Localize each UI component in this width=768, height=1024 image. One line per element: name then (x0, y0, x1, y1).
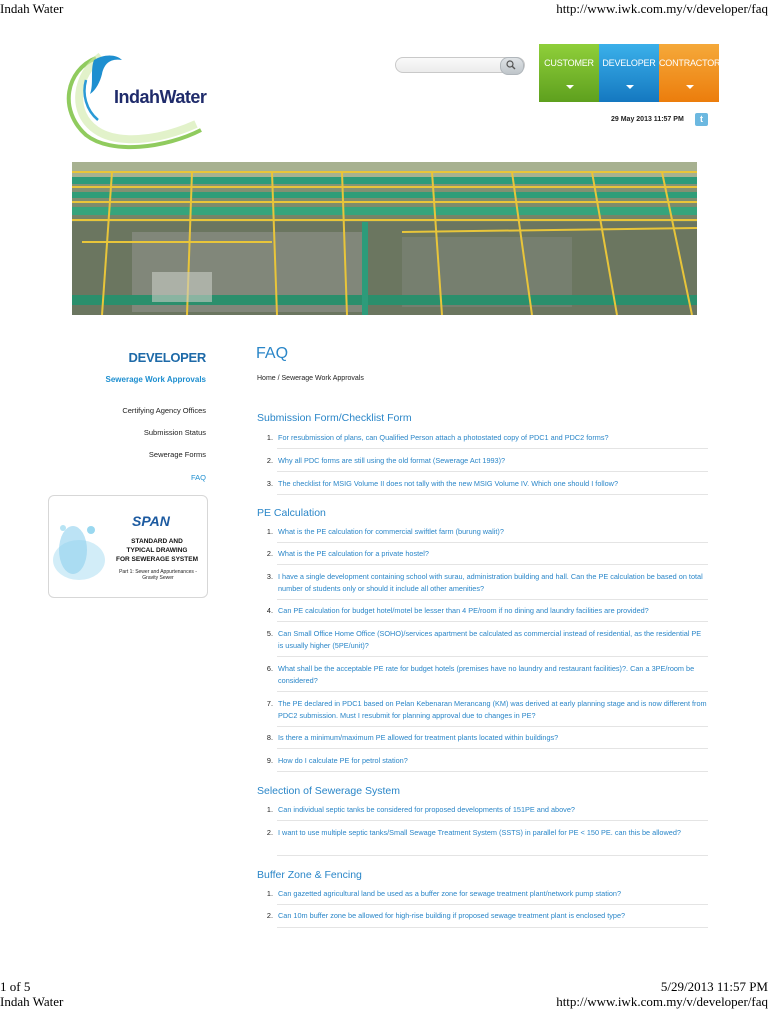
question-text[interactable]: I have a single development containing school with surau, administration building and hall. Can the PE calculation be based on total number of students only or should it include all other amenities? (278, 572, 703, 593)
question-number: 4. (266, 606, 273, 615)
chevron-down-icon (566, 85, 574, 89)
faq-question[interactable] (263, 827, 707, 839)
twitter-icon[interactable]: t (695, 113, 708, 126)
divider (277, 904, 708, 905)
treatment-plant-photo (72, 162, 697, 315)
divider (277, 542, 708, 543)
water-splash-icon (51, 510, 111, 590)
question-number: 2. (266, 456, 273, 465)
nav-tab-developer-label: DEVELOPER (602, 58, 656, 68)
question-text[interactable]: What shall be the acceptable PE rate for budget hotels (premises have no laundry and restaurant facilities)?. Can a 3PE/room be considered? (278, 664, 695, 685)
span-brand: SPAN (132, 513, 170, 529)
sidebar-item-submission-status[interactable]: Submission Status (143, 428, 206, 437)
divider (277, 471, 708, 472)
question-text[interactable]: Why all PDC forms are still using the old format (Sewerage Act 1993)? (278, 456, 506, 465)
faq-question[interactable] (263, 432, 707, 444)
divider (277, 726, 708, 727)
sidebar-subtitle[interactable]: Sewerage Work Approvals (105, 375, 206, 384)
faq-question[interactable] (263, 888, 707, 900)
span-line3: FOR SEWERAGE SYSTEM (116, 556, 198, 563)
question-text[interactable]: Can 10m buffer zone be allowed for high-rise building if proposed sewage treatment plant is enclosed type? (278, 911, 626, 920)
faq-question[interactable] (263, 628, 707, 652)
question-number: 9. (266, 756, 273, 765)
divider (277, 771, 708, 772)
chevron-down-icon (686, 85, 694, 89)
question-number: 2. (266, 828, 273, 837)
question-text[interactable]: Is there a minimum/maximum PE allowed for treatment plants located within buildings? (278, 733, 559, 742)
question-number: 7. (266, 699, 273, 708)
print-footer-url[interactable]: http://www.iwk.com.my/v/developer/faq (556, 994, 768, 1009)
print-header-url[interactable]: http://www.iwk.com.my/v/developer/faq (556, 1, 768, 16)
indah-water-logo[interactable] (56, 50, 216, 150)
faq-question[interactable] (263, 663, 707, 687)
sidebar-title: DEVELOPER (128, 350, 206, 365)
section-heading: Selection of Sewerage System (257, 785, 400, 797)
faq-question[interactable] (263, 698, 707, 722)
question-text[interactable]: For resubmission of plans, can Qualified Person attach a photostated copy of PDC1 and PDC2 forms? (278, 433, 609, 442)
question-text[interactable]: Can Small Office Home Office (SOHO)/services apartment be calculated as commercial instead of residential, as the residential PE is usually higher (5PE/unit)? (278, 629, 702, 650)
span-line2: TYPICAL DRAWING (126, 547, 188, 554)
question-number: 1. (266, 889, 273, 898)
search-input[interactable] (395, 57, 525, 73)
question-number: 2. (266, 911, 273, 920)
faq-question[interactable] (263, 732, 707, 744)
faq-question[interactable] (263, 571, 707, 595)
divider (277, 621, 708, 622)
divider (277, 855, 708, 856)
question-text[interactable]: Can gazetted agricultural land be used as a buffer zone for sewage treatment plant/network pump station? (278, 889, 622, 898)
current-date: 29 May 2013 11:57 PM (611, 116, 684, 123)
faq-question[interactable] (263, 605, 707, 617)
sidebar-item-sewerage-forms[interactable]: Sewerage Forms (148, 450, 206, 459)
faq-question[interactable] (263, 910, 707, 922)
divider (277, 748, 708, 749)
question-number: 1. (266, 433, 273, 442)
question-text[interactable]: The checklist for MSIG Volume II does not tally with the new MSIG Volume IV. Which one should I follow? (278, 479, 619, 488)
question-number: 5. (266, 629, 273, 638)
section-heading: Submission Form/Checklist Form (257, 412, 412, 424)
question-number: 2. (266, 549, 273, 558)
divider (277, 927, 708, 928)
chevron-down-icon (626, 85, 634, 89)
question-number: 8. (266, 733, 273, 742)
print-footer-title: Indah Water (0, 994, 64, 1009)
question-number: 1. (266, 527, 273, 536)
span-promo-banner[interactable] (48, 495, 208, 598)
divider (277, 448, 708, 449)
section-heading: Buffer Zone & Fencing (257, 869, 362, 881)
divider (277, 656, 708, 657)
question-number: 3. (266, 572, 273, 581)
nav-tab-developer[interactable] (599, 44, 659, 102)
banner-image (72, 162, 697, 315)
page-title: FAQ (256, 345, 289, 362)
divider (277, 820, 708, 821)
nav-tab-contractor-label: CONTRACTOR (659, 58, 721, 68)
question-number: 6. (266, 664, 273, 673)
span-line1: STANDARD AND (131, 538, 183, 545)
print-footer-datetime: 5/29/2013 11:57 PM (660, 979, 768, 994)
faq-question[interactable] (263, 755, 707, 767)
search-icon (506, 60, 516, 70)
question-text[interactable]: What is the PE calculation for a private hostel? (278, 549, 429, 558)
question-text[interactable]: Can individual septic tanks be considered for proposed developments of 151PE and above? (278, 805, 575, 814)
question-text[interactable]: The PE declared in PDC1 based on Pelan Kebenaran Merancang (KM) was derived at early planning stage and is now different from PDC2 submission. Must I resubmit for planning approval due to changes in PE? (278, 699, 707, 720)
faq-question[interactable] (263, 804, 707, 816)
span-small-text (113, 569, 203, 581)
print-footer (0, 979, 768, 1023)
print-header (0, 0, 768, 16)
question-text[interactable]: What is the PE calculation for commercial swiftlet farm (burung walit)? (278, 527, 504, 536)
faq-question[interactable] (263, 548, 707, 560)
logo-text: IndahWater (114, 87, 207, 107)
sidebar-item-certifying-agency-offices[interactable]: Certifying Agency Offices (122, 406, 206, 415)
span-small2: Gravity Sewer (142, 575, 174, 581)
section-heading: PE Calculation (257, 507, 326, 519)
question-text[interactable]: How do I calculate PE for petrol station? (278, 756, 408, 765)
divider (277, 564, 708, 565)
divider (277, 691, 708, 692)
print-header-title: Indah Water (0, 1, 64, 16)
print-footer-page: 1 of 5 (0, 979, 31, 994)
breadcrumb[interactable]: Home / Sewerage Work Approvals (257, 375, 364, 382)
sidebar-item-faq[interactable]: FAQ (190, 473, 206, 482)
span-small1: Part 1: Sewer and Appurtenances - (119, 569, 197, 575)
divider (277, 599, 708, 600)
question-number: 1. (266, 805, 273, 814)
faq-question[interactable] (263, 526, 707, 538)
faq-question[interactable] (263, 455, 707, 467)
nav-tab-contractor[interactable] (659, 44, 719, 102)
divider (277, 494, 708, 495)
search-button[interactable] (500, 57, 524, 75)
question-text[interactable]: Can PE calculation for budget hotel/motel be lesser than 4 PE/room if no dining and laundry facilities are provided? (278, 606, 649, 615)
faq-question[interactable] (263, 478, 707, 490)
question-text[interactable]: I want to use multiple septic tanks/Small Sewage Treatment System (SSTS) in parallel for PE < 150 PE. can this be allowed? (278, 828, 681, 837)
nav-tab-customer[interactable] (539, 44, 599, 102)
nav-tab-customer-label: CUSTOMER (544, 58, 594, 68)
question-number: 3. (266, 479, 273, 488)
